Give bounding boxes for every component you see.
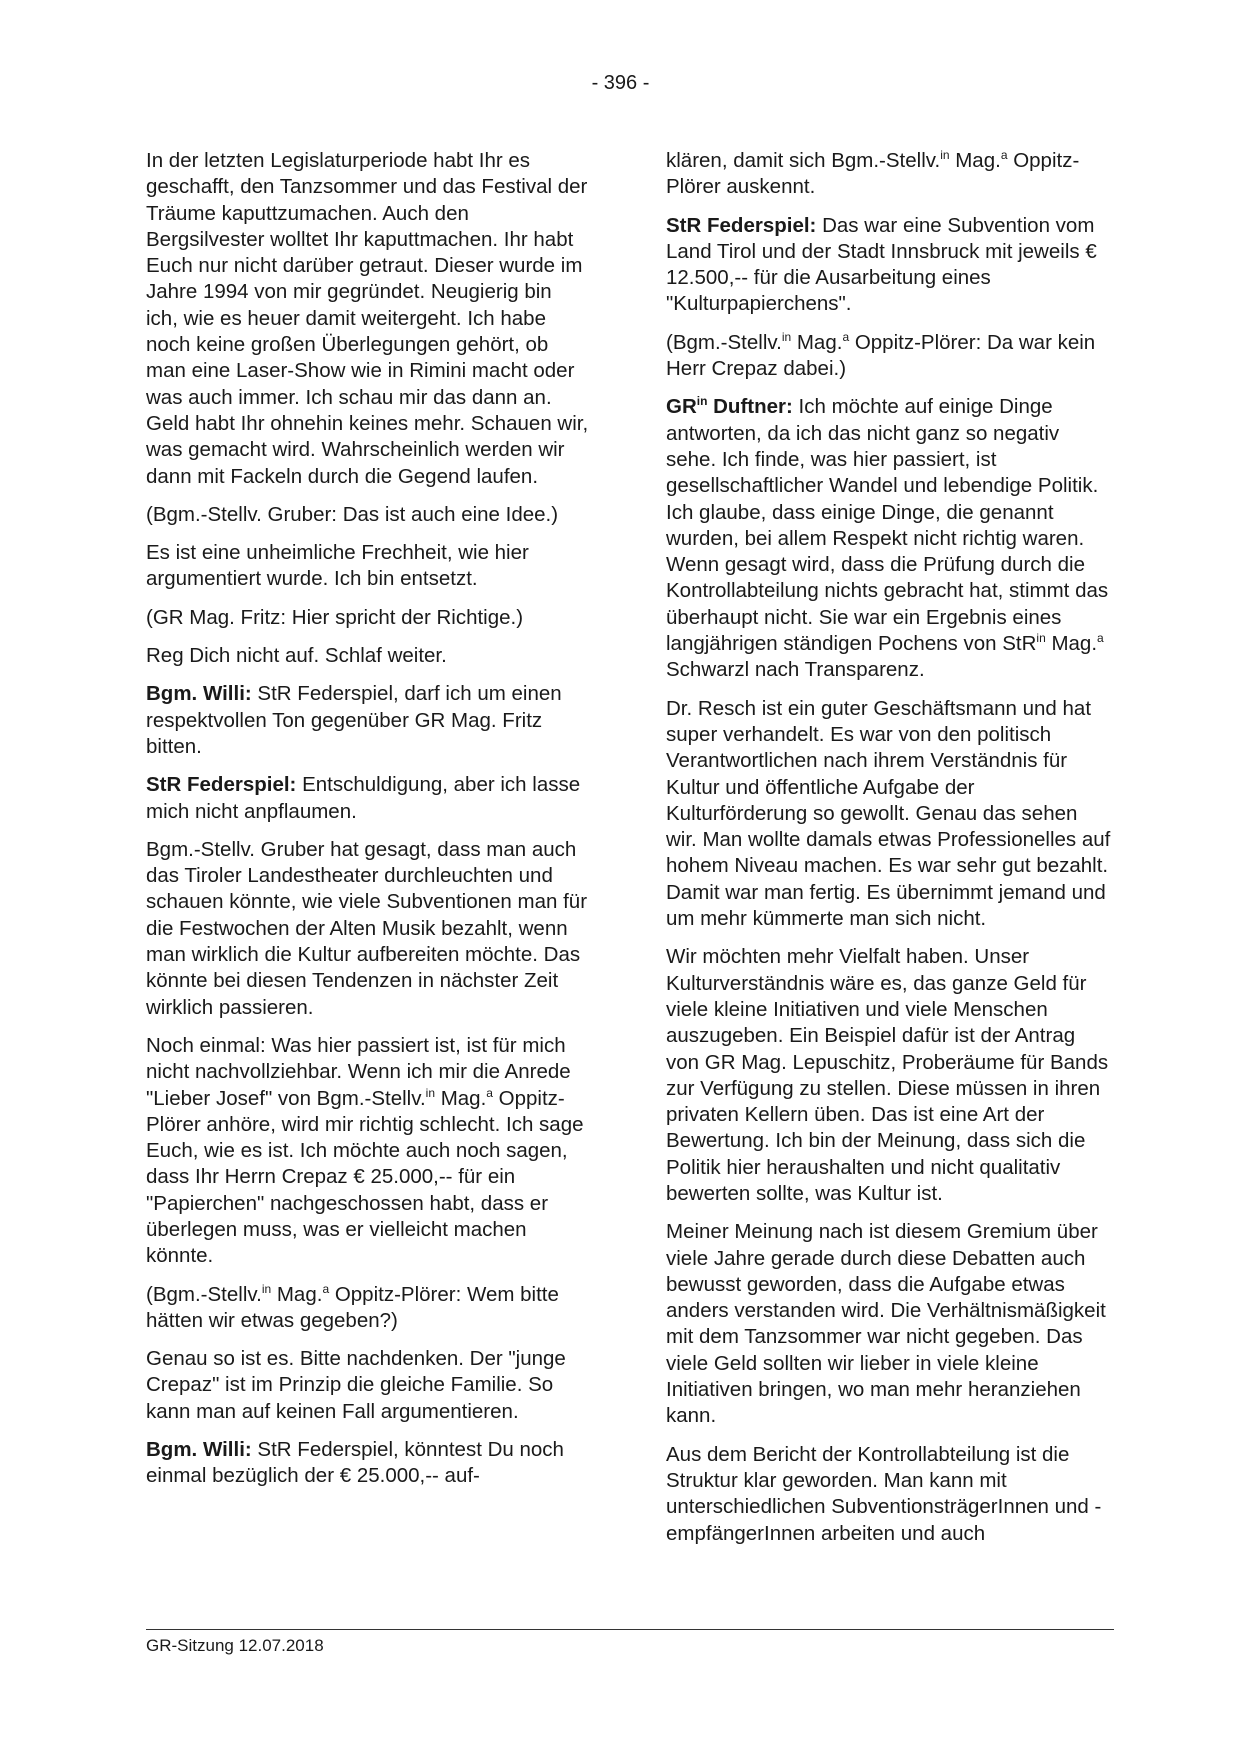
speaker-paragraph bbox=[146, 681, 589, 760]
text-run: klären, damit sich Bgm.-Stellv. bbox=[666, 149, 941, 172]
superscript: a bbox=[486, 1085, 493, 1100]
paragraph: Es ist eine unheimliche Frechheit, wie hier argumentiert wurde. Ich bin entsetzt. bbox=[146, 541, 529, 591]
text-run: Oppitz-Plörer: Da war kein Herr Crepaz dabei.) bbox=[666, 330, 1096, 381]
speech-text: StR Federspiel, könntest Du noch einmal bezüglich der € 25.000,-- auf- bbox=[146, 1438, 564, 1488]
paragraph: Wir möchten mehr Vielfalt haben. Unser Kulturverständnis wäre es, das ganze Geld für viele kleine Initiativen und viele Menschen auszugeben. Ein Beispiel dafür ist der Antrag von GR Mag. Lepuschitz, Proberäume für Bands zur Verfügung zu stellen. Diese müssen in ihren privaten Kellern üben. Das ist eine Art der Bewertung. Ich bin der Meinung, dass sich die Politik hier heraushalten und nicht qualitativ bewerten sollte, was Kultur ist. bbox=[666, 945, 1109, 1205]
text-run: Mag. bbox=[435, 1086, 487, 1110]
paragraph: Meiner Meinung nach ist diesem Gremium über viele Jahre gerade durch diese Debatten auch bewusst geworden, dass die Aufgabe etwas anders verstanden wird. Die Verhältnismäßigkeit mit dem Tanzsommer war nicht gegeben. Das viele Geld sollten wir lieber in viele kleine Initiativen bringen, wo man mehr heranziehen kann. bbox=[666, 1220, 1106, 1428]
paragraph: In der letzten Legislaturperiode habt Ihr es geschafft, den Tanzsommer und das Festival der Träume kaputtzumachen. Auch den Bergsilvester wolltet Ihr kaputtmachen. Ihr habt Euch nur nicht darüber getraut. Dieser wurde im Jahre 1994 von mir gegründet. Neugierig bin ich, wie es heuer damit weitergeht. Ich habe noch keine großen Überlegungen gehört, ob man eine Laser-Show wie in Rimini macht oder was auch immer. Ich schau mir das dann an. Geld habt Ihr ohnehin keines mehr. Schauen wir, was gemacht wird. Wahrscheinlich werden wir dann mit Fackeln durch die Gegend laufen. bbox=[146, 149, 589, 488]
paragraph: Reg Dich nicht auf. Schlaf weiter. bbox=[146, 644, 447, 668]
text-run: Oppitz-Plörer: Wem bitte hätten wir etwas gegeben?) bbox=[146, 1282, 559, 1332]
speaker-paragraph bbox=[146, 772, 589, 825]
speaker-name: Bgm. Willi: bbox=[146, 682, 252, 706]
superscript: in bbox=[425, 1085, 435, 1100]
paragraph bbox=[666, 148, 1112, 201]
text-run: Mag. bbox=[949, 149, 1001, 172]
paragraph: Aus dem Bericht der Kontrollabteilung ist die Struktur klar geworden. Man kann mit unterschiedlichen SubventionsträgerInnen und -empfängerInnen arbeiten und auch bbox=[666, 1442, 1102, 1545]
superscript: in bbox=[1036, 631, 1046, 646]
text-run: Oppitz-Plörer auskennt. bbox=[666, 149, 1080, 199]
speech-text: Das war eine Subvention vom Land Tirol und der Stadt Innsbruck mit jeweils € 12.500,-- für die Ausarbeitung eines "Kulturpapierchens". bbox=[666, 213, 1097, 316]
text-run: (Bgm.-Stellv. bbox=[146, 1282, 262, 1306]
interjection: (Bgm.-Stellv. Gruber: Das ist auch eine Idee.) bbox=[146, 502, 559, 526]
text-run: Mag. bbox=[791, 330, 843, 354]
text-run: Mag. bbox=[271, 1282, 323, 1306]
superscript: in bbox=[781, 329, 792, 344]
text-run: GR bbox=[666, 395, 697, 419]
superscript: a bbox=[1097, 631, 1104, 646]
speaker-name bbox=[666, 395, 793, 418]
superscript: in bbox=[261, 1281, 272, 1296]
superscript: in bbox=[940, 148, 950, 163]
right-column bbox=[666, 148, 1112, 1559]
text-run: (Bgm.-Stellv. bbox=[666, 330, 782, 354]
interjection bbox=[666, 330, 1112, 383]
speaker-name: Bgm. Willi: bbox=[146, 1438, 252, 1462]
text-run: Oppitz-Plörer anhöre, wird mir richtig schlecht. Ich sage Euch, wie es ist. Ich möchte auch noch sagen, dass Ihr Herrn Crepaz € 25.000,-- für ein "Papierchen" nachgeschossen habt, dass er überlegen muss, was er vielleicht machen könnte. bbox=[146, 1086, 584, 1268]
speaker-paragraph bbox=[146, 1437, 589, 1490]
footer-session-date: GR-Sitzung 12.07.2018 bbox=[146, 1636, 324, 1655]
speaker-paragraph bbox=[666, 213, 1112, 318]
superscript: a bbox=[842, 329, 850, 344]
footer-divider bbox=[146, 1629, 1114, 1630]
page-number: - 396 - bbox=[591, 72, 650, 94]
left-column bbox=[146, 148, 589, 1502]
paragraph: Bgm.-Stellv. Gruber hat gesagt, dass man auch das Tiroler Landestheater durchleuchten und schauen könnte, wie viele Subventionen man für die Festwochen der Alten Musik bezahlt, wenn man wirklich die Kultur aufbereiten möchte. Das könnte bei diesen Tendenzen in nächster Zeit wirklich passieren. bbox=[146, 837, 588, 1019]
text-run: Duftner: bbox=[707, 395, 793, 419]
speaker-name: StR Federspiel: bbox=[146, 773, 297, 797]
speech-text: StR Federspiel, darf ich um einen respektvollen Ton gegenüber GR Mag. Fritz bitten. bbox=[146, 682, 562, 758]
text-run: Noch einmal: Was hier passiert ist, ist für mich nicht nachvollziehbar. Wenn ich mir die Anrede "Lieber Josef" von Bgm.-Stellv. bbox=[146, 1033, 571, 1110]
superscript: in bbox=[696, 394, 708, 409]
interjection bbox=[146, 1282, 589, 1335]
text-run: Ich möchte auf einige Dinge antworten, da ich das nicht ganz so negativ sehe. Ich finde, was hier passiert, ist gesellschaftlicher Wandel und lebendige Politik. Ich glaube, dass einige Dinge, die genannt wurden, bei allem Respekt nicht richtig waren. Wenn gesagt wird, dass die Prüfung durch die Kontrollabteilung nichts gebracht hat, stimmt das überhaupt nicht. Sie war ein Ergebnis eines langjährigen ständigen Pochens von StR bbox=[666, 395, 1109, 656]
speech-text: Entschuldigung, aber ich lasse mich nicht anpflaumen. bbox=[146, 773, 581, 823]
paragraph: Genau so ist es. Bitte nachdenken. Der "junge Crepaz" ist im Prinzip die gleiche Familie. So kann man auf keinen Fall argumentieren. bbox=[146, 1347, 566, 1423]
paragraph bbox=[146, 1033, 589, 1270]
speaker-paragraph bbox=[666, 394, 1112, 683]
paragraph: Dr. Resch ist ein guter Geschäftsmann und hat super verhandelt. Es war von den politisch Verantwortlichen nach ihrem Verständnis für Kultur und öffentliche Aufgabe der Kulturförderung so gewollt. Genau das sehen wir. Man wollte damals etwas Professionelles auf hohem Niveau machen. Es war sehr gut bezahlt. Damit war man fertig. Es übernimmt jemand und um mehr kümmerte man sich nicht. bbox=[666, 696, 1111, 931]
superscript: a bbox=[322, 1281, 330, 1296]
text-run: Mag. bbox=[1045, 632, 1098, 656]
speaker-name: StR Federspiel: bbox=[666, 213, 817, 237]
interjection: (GR Mag. Fritz: Hier spricht der Richtige.) bbox=[146, 605, 524, 629]
superscript: a bbox=[1000, 148, 1008, 163]
text-run: Schwarzl nach Transparenz. bbox=[666, 658, 925, 682]
